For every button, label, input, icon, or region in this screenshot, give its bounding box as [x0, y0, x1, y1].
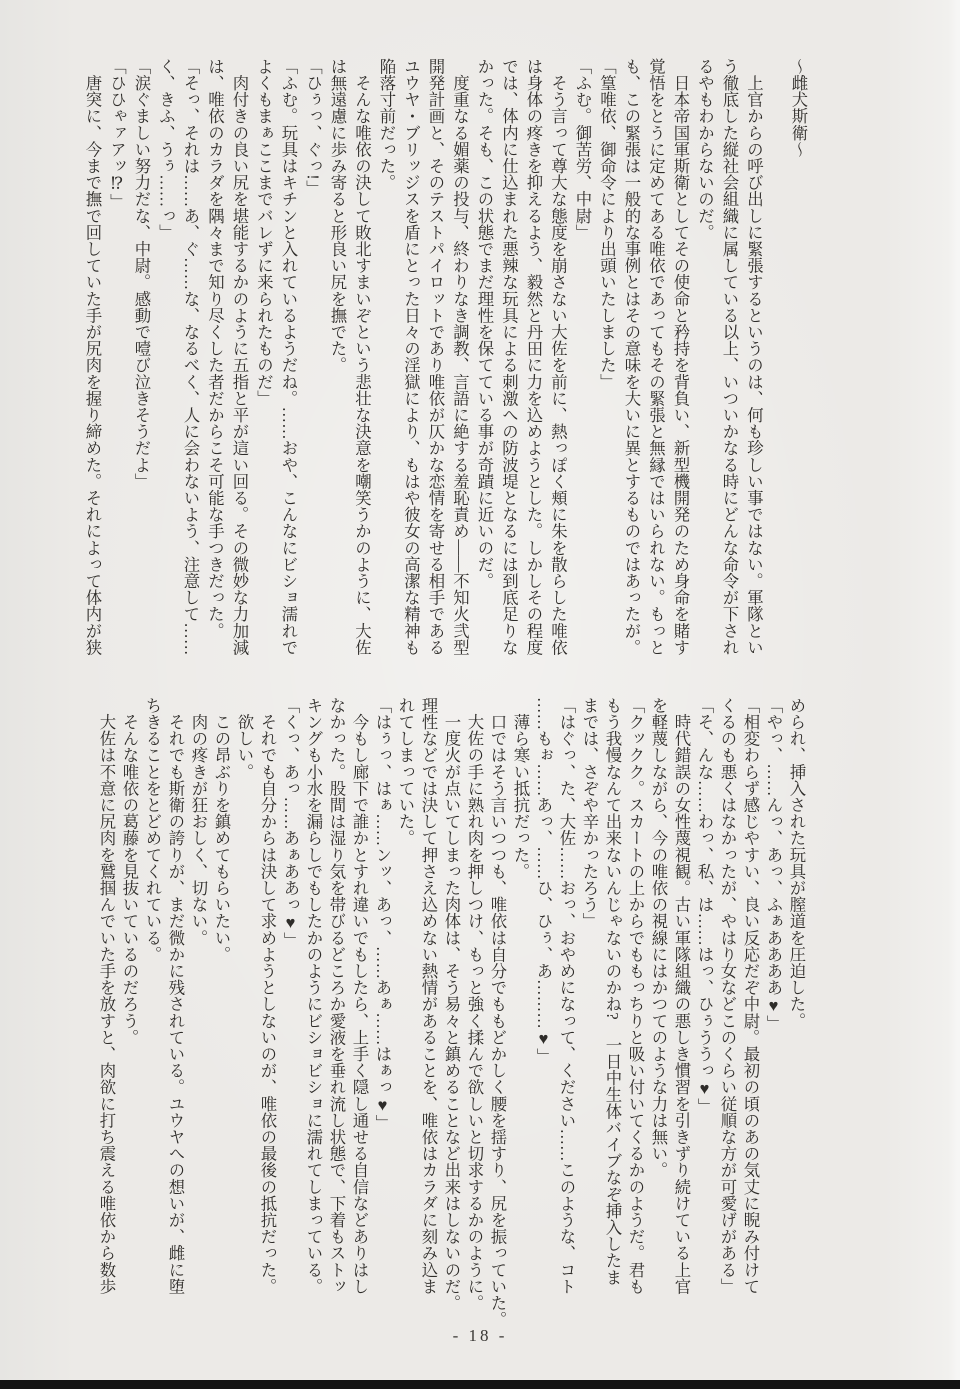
text-column: 肉付きの良い尻を堪能するかのように五指と平が這い回る。その微妙な力加減 [230, 58, 249, 656]
bottom-text-columns [95, 697, 808, 1341]
text-column: かった。そも、この状態でまだ理性を保てている事が奇蹟に近いのだ。 [475, 58, 494, 590]
text-column: 「そ、んな……わっ、私、は……はっ、ひぅううっ♥」 [695, 697, 714, 1115]
text-column: 「はぅっ、はぁ……ンッ、あっ、……あぁ……はぁっ♥」 [373, 697, 392, 1132]
text-column: 口ではそう言いつつも、唯依は自分でももどかしく腰を揺すり、尻を振っていた。 [488, 697, 507, 1328]
text-column: 「ひひゃァアッ⁉」 [107, 58, 127, 210]
text-column: 「やっ、……んっ、あっ、ふぁああああ♥」 [764, 697, 783, 1032]
text-column: 「篁唯依、御命令により出頭いたしました」 [597, 58, 617, 390]
text-column: 「ふむ。御苦労、中尉」 [573, 58, 592, 241]
text-column: キングも小水を漏らしでもしたかのようにビショビショに濡れてしまっている。 [304, 697, 323, 1295]
text-column: この昂ぶりを鎮めてもらいたい。 [212, 697, 231, 963]
top-text-block [80, 58, 819, 694]
text-column: なかった。股間は湿り気を帯びるどころか愛液を垂れ流し状態で、下着もストッ [327, 697, 346, 1295]
bottom-text-block [95, 697, 808, 1341]
text-column: るやもわからないのだ。 [695, 58, 715, 241]
text-column: ちきることをとどめてくれている。 [143, 697, 162, 963]
scan-edge-artifact [948, 0, 960, 1389]
text-column: 「くっ、あっ……あぁああっ♥」 [281, 697, 300, 949]
text-column: 一度火が点いてしまった肉体は、そう易々と鎮めることなど出来はしないのだ。 [442, 697, 461, 1312]
text-column: 時代錯誤の女性蔑視観。古い軍隊組織の悪しき慣習を引きずり続けている上官 [672, 697, 691, 1295]
text-column: は、唯依のカラダを隅々まで知り尽くした者だからこそ可能な手つきだった。 [205, 58, 225, 639]
text-column: も、この緊張は一般的な事例とはその意味を大いに異とするものではあったが。 [622, 58, 641, 656]
text-column: 日本帝国軍斯衛としてその使命と矜持を背負い、新型機開発のため身命を賭す [671, 58, 690, 656]
scan-bottom-bar-artifact [0, 1380, 960, 1389]
text-column: そんな唯依の決して敗北すまいぞという悲壮な決意を嘲笑うかのように、大佐 [352, 58, 372, 656]
text-column: 「ふむ。玩具はキチンと入れているようだね。……おや、こんなにビショ濡れで [279, 58, 298, 656]
text-column: 「クックク。スカートの上からでももっちりと吸い付いてくるかのようだ。君も [626, 697, 645, 1295]
text-column: それでも自分からは決して求めようとしないのが、唯依の最後の抵抗だった。 [258, 697, 277, 1295]
text-column: 度重なる媚薬の投与、終わりなき調教、言語に絶する羞恥責め――不知火弐型 [450, 58, 470, 656]
text-column: は身体の疼きを抑えるよう、毅然と丹田に力を込めようとした。しかしその程度 [524, 58, 543, 656]
text-column: までは、さぞや辛かったろう」 [580, 697, 599, 930]
text-column: 肉の疼きが狂おしく、切ない。 [189, 697, 208, 946]
text-column: う徹底した縦社会組織に属している以上、いついかなる時にどんな命令が下され [720, 58, 739, 656]
text-column: を軽蔑しながら、今の唯依の視線にはかつてのような力は無い。 [649, 697, 668, 1179]
text-column: 「そっ、それは……あ、ぐ……な、なるべく、人に会わないよう、注意して…… [181, 58, 200, 656]
text-column: 大佐は不意に尻肉を鷲掴んでいた手を放すと、肉欲に打ち震える唯依から数歩 [97, 697, 116, 1295]
text-column: ……もぉ……あっ、……ひ、ひぅ、あ………♥」 [534, 697, 553, 1065]
text-column: 陥落寸前だった。 [377, 58, 396, 191]
text-column: よくもまぁここまでバレずに来られたものだ」 [254, 58, 274, 407]
text-column: 欲しい。 [235, 697, 254, 780]
text-column: く、きふ、うぅ……っ」 [156, 58, 176, 241]
page-number: - 18 - [452, 1326, 508, 1345]
text-column: では、体内に仕込まれた悪辣な玩具による刺激への防波堤となるには到底足りな [499, 58, 519, 656]
text-column: 「相変わらず感じやすい、良い反応だぞ中尉。最初の頃のあの気丈に睨み付けて [741, 697, 760, 1295]
text-column: 「ひぅっ、ぐっ!」 [303, 58, 323, 197]
text-column: そんな唯依の葛藤を見抜いているのだろう。 [120, 697, 139, 1046]
text-column: ユウヤ・ブリッジスを盾にとった日々の淫獄により、もはや彼女の高潔な精神も [401, 58, 421, 656]
text-column: は無遠慮に歩み寄ると形良い尻を撫でた。 [328, 58, 347, 374]
text-column: 薄ら寒い抵抗だった。 [511, 697, 530, 880]
section-title: ～雌犬斯衛～ [789, 58, 808, 158]
text-column: 理性などでは決して押さえ込めない熱情があることを、唯依はカラダに刻み込ま [419, 697, 438, 1295]
text-column: 「涙ぐましい努力だな、中尉。感動で噎び泣きそうだよ」 [132, 58, 151, 490]
text-column: もう我慢なんて出来ないんじゃないのかね? 一日中生体バイブなぞ挿入したま [603, 697, 622, 1286]
text-column: められ、挿入された玩具が膣道を圧迫した。 [787, 697, 806, 1029]
text-column: そう言って尊大な態度を崩さない大佐を前に、熱っぽく頬に朱を散らした唯依 [548, 58, 568, 656]
text-column: 「はぐっ、た、大佐……おっ、おやめになって、ください……このような、コト [557, 697, 576, 1295]
text-column: 開発計画と、そのテストパイロットであり唯依が仄かな恋情を寄せる相手である [426, 58, 445, 656]
text-column: れてしまっていた。 [396, 697, 415, 847]
top-text-columns [80, 58, 766, 694]
text-column: 唐突に、今まで撫で回していた手が尻肉を握り締めた。それによって体内が狭 [83, 58, 102, 656]
text-column: 大佐の手に熟れ肉を押しつけ、もっと強く揉んで欲しいと切求するかのように。 [465, 697, 484, 1312]
text-column: 覚悟をとうに定めてある唯依であってもその緊張と無縁ではいられない。もっと [646, 58, 666, 656]
text-column: くるのも悪くはなかったが、やはり女などこのくらい従順な方が可愛げがある」 [718, 697, 737, 1295]
text-column: それでも斯衛の誇りが、まだ微かに残されている。ユウヤへの想いが、雌に堕 [166, 697, 185, 1295]
text-column: 上官からの呼び出しに緊張するというのは、何も珍しい事ではない。軍隊とい [744, 58, 764, 656]
text-column: 今もし廊下で誰かとすれ違いでもしたら、上手く隠し通せる自信などありはし [350, 697, 369, 1295]
